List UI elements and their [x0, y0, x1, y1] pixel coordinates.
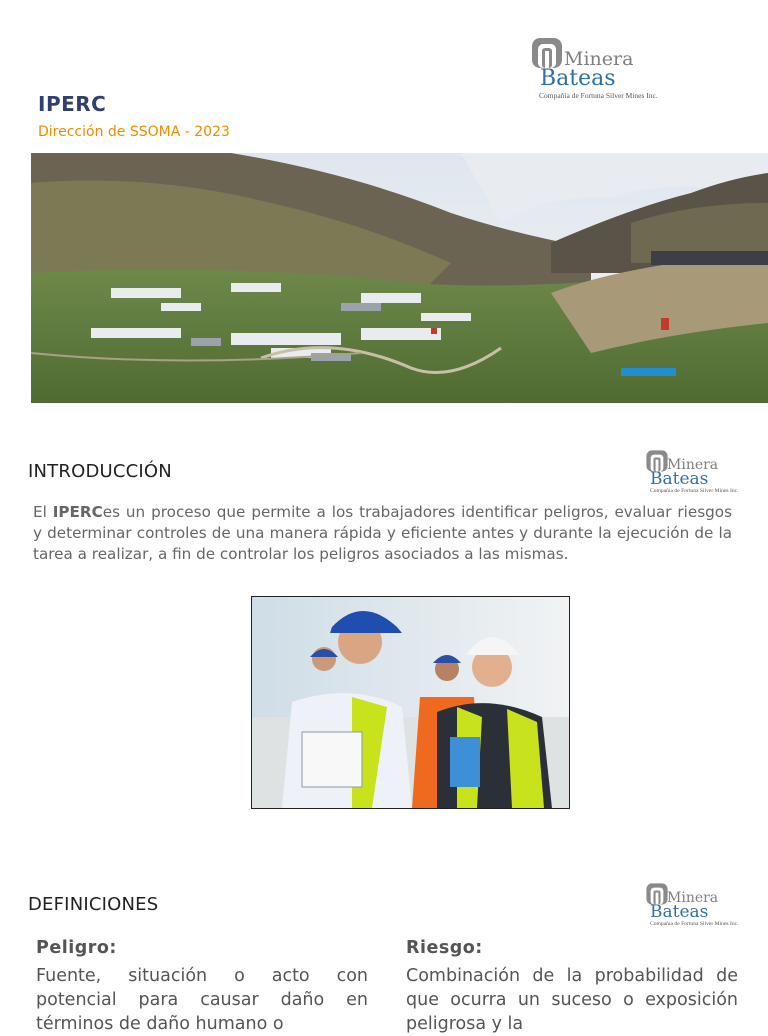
page-title: IPERC — [38, 92, 107, 116]
minera-bateas-logo — [530, 36, 690, 102]
definition-term-riesgo: Riesgo: — [406, 938, 483, 958]
logo-word-bateas: Bateas — [540, 66, 616, 91]
logo-tagline: Compañía de Fortuna Silver Mines Inc. — [650, 921, 739, 927]
iperc-term: IPERC — [52, 503, 103, 521]
definition-riesgo — [406, 936, 738, 1036]
minera-bateas-logo-small — [645, 882, 755, 932]
section-heading-definiciones: DEFINICIONES — [28, 894, 159, 915]
definition-term-peligro: Peligro: — [36, 938, 117, 958]
logo-tagline: Compañía de Fortuna Silver Mines Inc. — [650, 488, 739, 494]
mine-landscape-image — [31, 153, 768, 403]
page-subtitle: Dirección de SSOMA - 2023 — [38, 124, 230, 140]
logo-word-minera: Minera — [667, 457, 719, 473]
workers-photo — [251, 596, 570, 809]
minera-bateas-logo-small — [645, 449, 755, 499]
introduccion-paragraph: El IPERCes un proceso que permite a los trabajadores identificar peligros, evaluar riesgos y determinar controles de una manera rápida y eficiente antes y durante la ejecución de la tarea a realizar, a fin de controlar los peligros asociados a las mismas. — [33, 503, 732, 563]
definition-peligro — [36, 936, 368, 1036]
logo-word-minera: Minera — [564, 48, 634, 70]
definition-text-peligro: Fuente, situación o acto con potencial para causar daño en términos de daño humano o — [36, 966, 368, 1034]
logo-word-bateas: Bateas — [650, 902, 709, 922]
logo-word-minera: Minera — [667, 890, 719, 906]
logo-tagline: Compañía de Fortuna Silver Mines Inc. — [539, 91, 658, 100]
definition-text-riesgo: Combinación de la probabilidad de que ocurra un suceso o exposición peligrosa y la — [406, 966, 738, 1034]
logo-word-bateas: Bateas — [650, 469, 709, 489]
section-heading-introduccion: INTRODUCCIÓN — [28, 461, 172, 482]
logo-mark-icon — [530, 36, 564, 70]
